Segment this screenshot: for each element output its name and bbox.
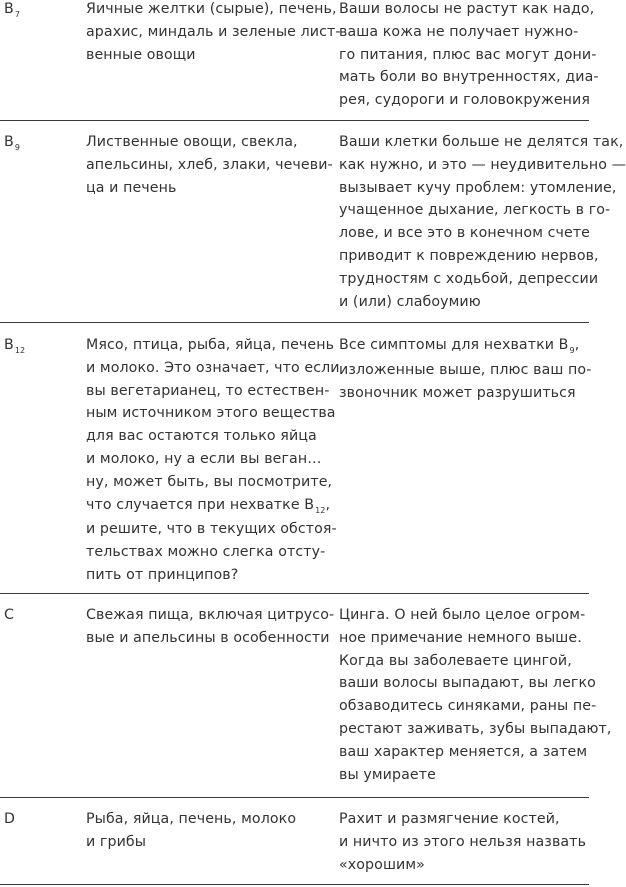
row-divider (0, 884, 589, 885)
vitamin-cell: $B_9$ (4, 134, 21, 152)
deficiency-cell: Цинга. О ней было целое огром- ное примечание немного выше. Когда вы заболеваете цингой, ваши волосы выпадают, вы легко обзаводитесь синяками, раны пе- рестают заживать, зубы выпадают, ваш характер меняется, а затем вы умираете (339, 607, 612, 783)
sources-cell: Свежая пища, включая цитрусо- вые и апельсины в особенности (86, 607, 335, 646)
deficiency-cell: Все симптомы для нехватки $B_9$, изложенные выше, плюс ваш по- звоночник может разрушиться (339, 337, 592, 401)
row-divider (0, 797, 589, 798)
vitamin-cell: C (4, 607, 15, 623)
sources-cell: Мясо, птица, рыба, яйца, печень и молоко. Это означает, что если вы вегетарианец, то естествен- ным источником этого вещества для вас остаются только яйца и молоко, ну а если вы веган… ну, может быть, вы посмотрите, что случается при нехватке $B_{12}$, и решите, что в текущих обстоя- тельствах можно слегка отсту- пить от принципов? (86, 337, 340, 583)
deficiency-cell: Рахит и размягчение костей, и ничто из этого нельзя назвать «хорошим» (339, 811, 587, 873)
sources-cell: Яичные желтки (сырые), печень, арахис, миндаль и зеленые лист- венные овощи (86, 1, 341, 63)
sources-cell: Рыба, яйца, печень, молоко и грибы (86, 811, 297, 850)
vitamin-cell: D (4, 811, 16, 827)
row-divider (0, 322, 589, 323)
row-divider (0, 120, 589, 121)
row-divider (0, 593, 589, 594)
deficiency-cell: Ваши волосы не растут как надо, ваша кожа не получает нужно- го питания, плюс вас могут дони- мать боли во внутренностях, диа- рея, судороги и головокружения (339, 1, 599, 109)
vitamin-cell: $B_7$ (4, 1, 21, 19)
deficiency-cell: Ваши клетки больше не делятся так, как нужно, и это — неудивительно — вызывает кучу проблем: утомление, учащенное дыхание, легкость в го- лове, и все это в конечном счете приводит к повреждению нервов, трудностям с ходьбой, депрессии и (или) слабоумию (339, 134, 626, 310)
vitamin-cell: $B_{12}$ (4, 337, 26, 355)
sources-cell: Лиственные овощи, свекла, апельсины, хлеб, злаки, чечеви- ца и печень (86, 134, 333, 196)
